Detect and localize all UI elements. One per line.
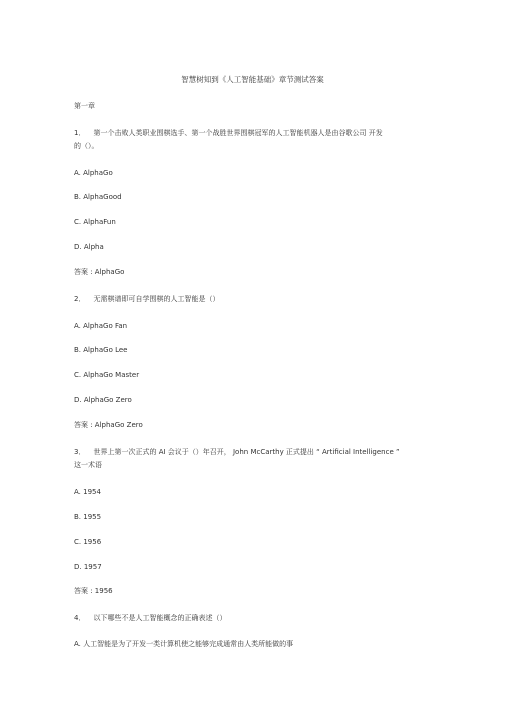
question-4-text bbox=[74, 614, 226, 623]
option-c: C. 1956 bbox=[74, 538, 102, 546]
question-text: 世界上第一次正式的 AI 会议于（）年召开， John McCarthy 正式提出 “ Artificial Intelligence ” bbox=[93, 448, 400, 456]
question-number: 4． bbox=[74, 614, 86, 622]
option-d: D. AlphaGo Zero bbox=[74, 396, 132, 404]
question-1-text-cont: 的（）。 bbox=[74, 142, 99, 150]
question-number: 1． bbox=[74, 129, 86, 137]
option-d: D. 1957 bbox=[74, 563, 102, 571]
option-a: A. AlphaGo bbox=[74, 169, 113, 177]
option-a: A. AlphaGo Fan bbox=[74, 322, 128, 330]
question-2-text bbox=[74, 295, 219, 304]
question-3-text bbox=[74, 448, 400, 457]
question-text: 以下哪些不是人工智能概念的正确表述（） bbox=[93, 614, 227, 622]
question-number: 3． bbox=[74, 448, 86, 456]
question-3-text-cont: 这一术语 bbox=[74, 461, 102, 469]
option-c: C. AlphaGo Master bbox=[74, 371, 140, 379]
answer-3: 答案 : 1956 bbox=[74, 587, 113, 595]
answer-2: 答案 : AlphaGo Zero bbox=[74, 421, 143, 429]
option-a: A. 人工智能是为了开发一类计算机使之能够完成通常由人类所能做的事 bbox=[74, 640, 294, 648]
question-text: 第一个击败人类职业围棋选手、第一个战胜世界围棋冠军的人工智能机器人是由谷歌公司 开发 bbox=[93, 129, 383, 137]
question-number: 2． bbox=[74, 295, 86, 303]
option-d: D. Alpha bbox=[74, 243, 104, 251]
option-a: A. 1954 bbox=[74, 488, 101, 496]
question-1-text bbox=[74, 129, 383, 138]
option-c: C. AlphaFun bbox=[74, 218, 116, 226]
option-b: B. AlphaGood bbox=[74, 193, 122, 201]
option-b: B. AlphaGo Lee bbox=[74, 346, 128, 354]
option-b: B. 1955 bbox=[74, 513, 102, 521]
question-text: 无需棋谱即可自学围棋的人工智能是（） bbox=[93, 295, 220, 303]
page-title: 智慧树知到《人工智能基础》章节测试答案 bbox=[181, 75, 324, 84]
chapter-heading: 第一章 bbox=[74, 102, 95, 110]
answer-1: 答案 : AlphaGo bbox=[74, 268, 125, 276]
